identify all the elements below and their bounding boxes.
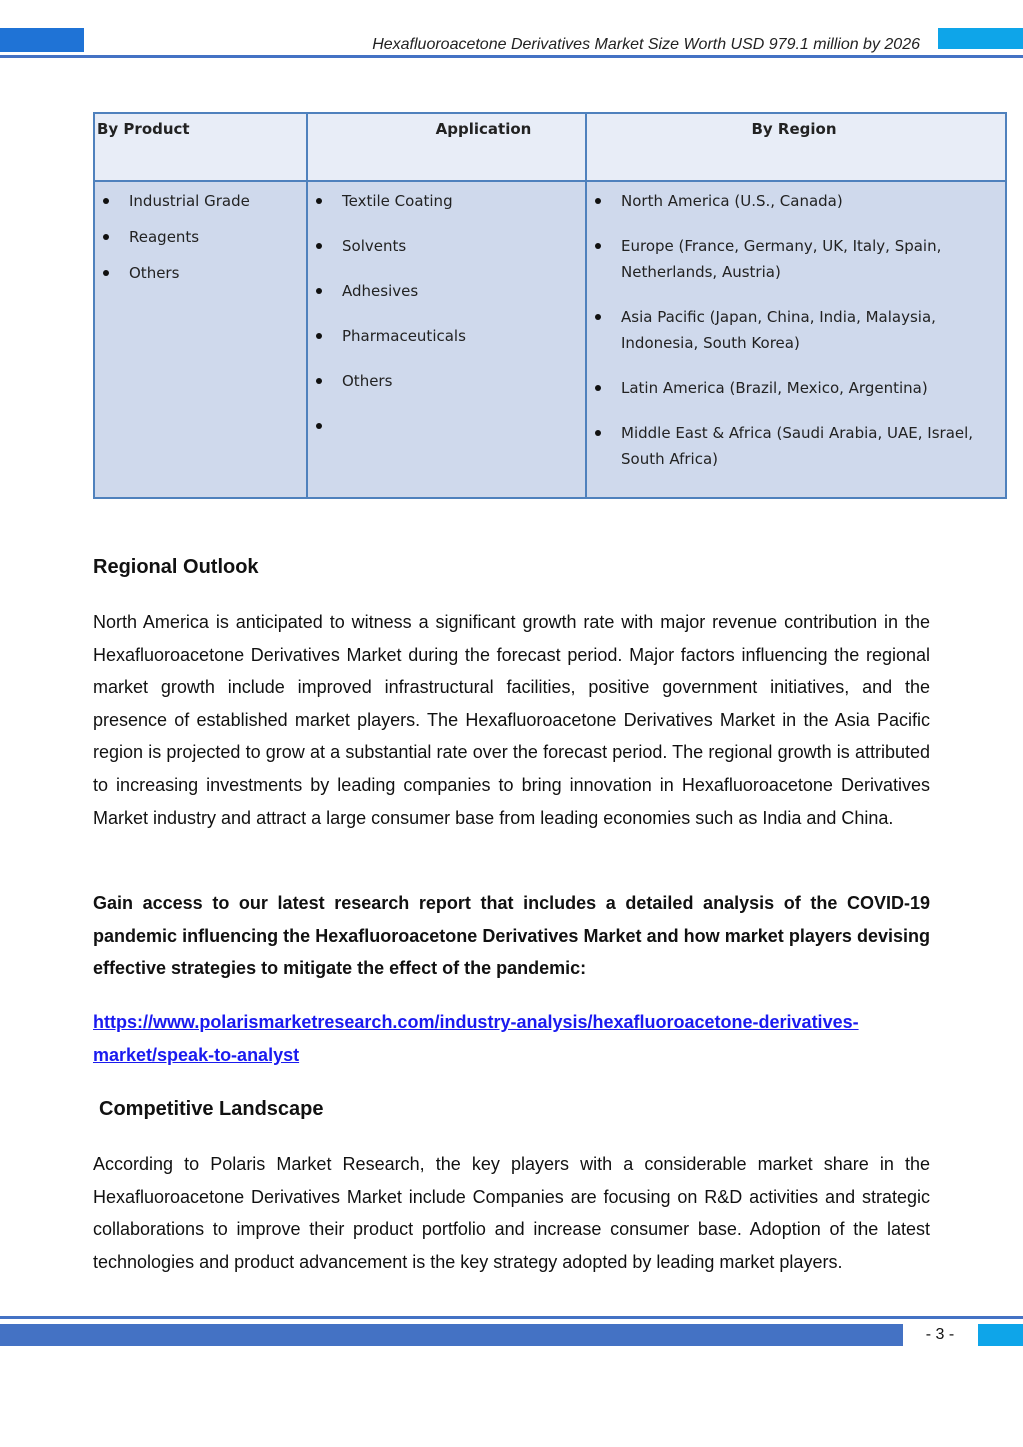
- page-number: - 3 -: [925, 1326, 955, 1343]
- cell-by-region: [586, 181, 1006, 498]
- footer-accent-bar-left: [0, 1324, 903, 1346]
- header-accent-bar-left: [0, 28, 84, 52]
- list-item: Reagents: [97, 224, 302, 250]
- list-item: Others: [97, 260, 302, 286]
- list-item: Solvents: [310, 233, 581, 259]
- product-list: [97, 188, 302, 286]
- regional-outlook-paragraph: North America is anticipated to witness a significant growth rate with major revenue contribution in the Hexafluoroacetone Derivatives Market during the forecast period. Major factors influencing the regional market growth include improved infrastructural facilities, positive government initiatives, and the presence of established market players. The Hexafluoroacetone Derivatives Market in the Asia Pacific region is projected to grow at a substantial rate over the forecast period. The regional growth is attributed to increasing investments by leading companies to bring innovation in Hexafluoroacetone Derivatives Market industry and attract a large consumer base from leading economies such as India and China.: [93, 612, 930, 828]
- header-by-region: By Region: [586, 113, 1006, 181]
- cta-paragraph: Gain access to our latest research report that includes a detailed analysis of the COVID-19 pandemic influencing the Hexafluoroacetone Derivatives Market and how market players devising effective strategies to mitigate the effect of the pandemic:: [93, 893, 930, 979]
- header-rule: [0, 55, 1023, 58]
- list-item: Industrial Grade: [97, 188, 302, 214]
- footer-rule: [0, 1316, 1023, 1319]
- list-item: Middle East & Africa (Saudi Arabia, UAE, Israel, South Africa): [589, 420, 1001, 472]
- header-accent-bar-right: [938, 28, 1023, 49]
- list-item: Adhesives: [310, 278, 581, 304]
- list-item: Europe (France, Germany, UK, Italy, Spain, Netherlands, Austria): [589, 233, 1001, 285]
- list-item: North America (U.S., Canada): [589, 188, 1001, 214]
- list-item: Textile Coating: [310, 188, 581, 214]
- header-application: Application: [307, 113, 586, 181]
- application-list: [310, 188, 581, 439]
- speak-to-analyst-link[interactable]: https://www.polarismarketresearch.com/industry-analysis/hexafluoroacetone-derivatives-market/speak-to-analyst: [93, 1012, 859, 1065]
- list-item: Latin America (Brazil, Mexico, Argentina): [589, 375, 1001, 401]
- cell-by-product: [94, 181, 307, 498]
- header-by-product: By Product: [94, 113, 307, 181]
- region-list: [589, 188, 1001, 472]
- competitive-landscape-paragraph: According to Polaris Market Research, the key players with a considerable market share in the Hexafluoroacetone Derivatives Market include Companies are focusing on R&D activities and strategic collaborations to improve their product portfolio and increase consumer base. Adoption of the latest technologies and product advancement is the key strategy adopted by leading market players.: [93, 1154, 930, 1272]
- segmentation-table: [93, 112, 1007, 499]
- list-item: Others: [310, 368, 581, 394]
- cell-application: [307, 181, 586, 498]
- competitive-landscape-heading: Competitive Landscape: [99, 1098, 324, 1120]
- table-header-row: [94, 113, 1006, 181]
- table-row: [94, 181, 1006, 498]
- list-item: Pharmaceuticals: [310, 323, 581, 349]
- regional-outlook-heading: Regional Outlook: [93, 556, 259, 578]
- list-item: [310, 413, 581, 439]
- list-item: Asia Pacific (Japan, China, India, Malaysia, Indonesia, South Korea): [589, 304, 1001, 356]
- header-title: Hexafluoroacetone Derivatives Market Size Worth USD 979.1 million by 2026: [372, 36, 920, 53]
- footer-accent-bar-right: [978, 1324, 1023, 1346]
